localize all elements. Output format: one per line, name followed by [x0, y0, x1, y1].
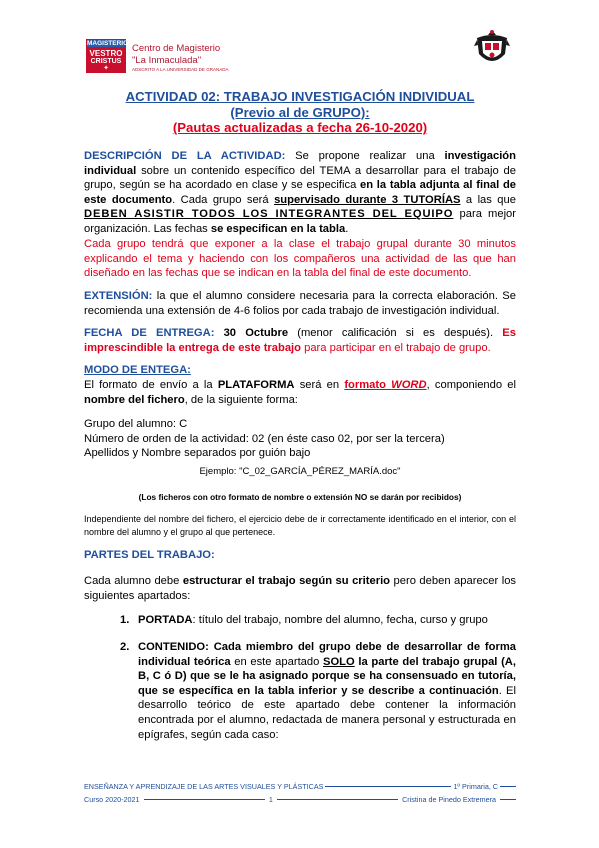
delivery-text-4: , de la siguiente forma:: [184, 393, 298, 406]
parts-label: PARTES DEL TRABAJO:: [84, 549, 215, 561]
footer-group: 1º Primaria, C: [453, 782, 498, 791]
parts-intro-bold: estructurar el trabajo según su criterio: [182, 575, 391, 587]
description-label: DESCRIPCIÓN DE LA ACTIVIDAD:: [84, 150, 286, 162]
footer-row-1: [84, 781, 516, 792]
file-name-line: Apellidos y Nombre separados por guión bajo: [84, 447, 311, 460]
school-subtitle: "La Inmaculada": [132, 55, 202, 66]
school-name: Centro de Magisterio: [132, 43, 221, 54]
item-2-solo: SOLO: [323, 655, 355, 668]
item-2-text-1: en este apartado: [230, 655, 324, 668]
footer-rule-2: [144, 799, 265, 800]
title-line-2: (Previo al de GRUPO):: [230, 104, 370, 120]
description-bold-3: supervisado durante 3 TUTORÍAS: [274, 193, 461, 206]
item-1-number: 1.: [120, 614, 130, 626]
parts-intro-1: Cada alumno debe: [84, 575, 183, 587]
extension-label: EXTENSIÓN:: [84, 290, 153, 302]
delivery-mode-paragraph: [84, 378, 516, 407]
footer-course-subject: ENSEÑANZA Y APRENDIZAJE DE LAS ARTES VISUALES Y PLÁSTICAS: [84, 782, 324, 791]
file-warning: (Los ficheros con otro formato de nombre o extensión NO se darán por recibidos): [138, 492, 462, 502]
deadline-date: 30 Octubre: [214, 327, 289, 339]
description-text-2: sobre un contenido específico del TEMA a desarrollar para el trabajo de grupo, según se ha acordado en clase y se especifica: [84, 164, 516, 192]
parts-intro: [84, 574, 516, 603]
footer-rule-3: [277, 799, 398, 800]
footer-page-number: 1: [268, 795, 273, 804]
parts-intro-2: pero deben aparecer los siguientes apartados:: [84, 575, 517, 602]
item-2-number: 2.: [120, 641, 130, 653]
delivery-mode-heading: MODO DE ENTEGA:: [84, 364, 191, 376]
logo-cross-icon: ✦: [103, 65, 109, 72]
file-group-line: Grupo del alumno: C: [84, 418, 188, 430]
item-2-label: CONTENIDO: Cada miembro del grupo debe de desarrollar de forma individual teórica: [138, 641, 516, 668]
delivery-platform: PLATAFORMA: [217, 379, 295, 391]
parts-heading: [84, 548, 516, 563]
footer-author: Cristina de Pinedo Extremera: [402, 795, 496, 804]
exposition-paragraph: Cada grupo tendrá que exponer a la clase el trabajo grupal durante 30 minutos explicando el tema y haciendo con los compañeros una actividad de las que han diseñado en las fechas que se indican en la tabla del final de este documento.: [84, 238, 516, 280]
description-text-4: a las que: [460, 193, 516, 206]
logo-text-1: MAGISTERIO: [87, 40, 129, 47]
delivery-filename: nombre del fichero: [84, 393, 185, 406]
item-1-text: [138, 613, 516, 628]
delivery-text-1: El formato de envío a la: [84, 379, 218, 391]
deadline-note: (menor calificación si es después).: [288, 327, 503, 339]
extension-text: la que el alumno considere necesaria para la correcta elaboración. Se recomienda una extensión de 4-6 folios por cada trabajo de investigación individual.: [84, 290, 516, 317]
description-text-6: .: [345, 222, 349, 235]
description-text-5: para mejor organización. Las fechas: [84, 208, 516, 235]
logo-text-3: CRISTUS: [90, 58, 122, 65]
file-naming-block: [84, 417, 516, 461]
description-paragraph: [84, 149, 516, 237]
description-text-1: Se propone realizar una: [285, 150, 445, 162]
deadline-label: FECHA DE ENTREGA:: [84, 327, 215, 339]
description-bold-4: DEBEN ASISTIR TODOS LOS INTEGRANTES DEL EQUIPO: [84, 208, 454, 221]
title-block: [84, 89, 516, 136]
file-example: Ejemplo: "C_02_GARCÍA_PÉREZ_MARÍA.doc": [199, 466, 401, 477]
footer-rule-4: [500, 799, 516, 800]
footer-rule-1: [325, 786, 451, 787]
school-attached: ADSCRITO A LA UNIVERSIDAD DE GRANADA: [132, 67, 229, 72]
description-bold-1: investigación individual: [84, 150, 516, 177]
school-logo: [86, 39, 129, 73]
logo-text-2: VESTRO: [89, 49, 123, 58]
footer-row-2: [84, 794, 516, 805]
description-bold-2: en la tabla adjunta al final de este documento: [84, 179, 517, 206]
delivery-format: formato: [344, 379, 392, 391]
description-text-3: . Cada grupo será: [172, 193, 275, 206]
file-independent-note: Independiente del nombre del fichero, el ejercicio debe de ir correctamente identificado en el interior, con el nombre del alumno y el grupo al que pertenece.: [84, 514, 516, 537]
item-2-bold: la parte del trabajo grupal (A, B, C ó D) que se le ha asignado porque se ha consensuado en tutoría, que se específica en la tabla inferior y se describe a continuación: [138, 655, 516, 697]
title-line-3: (Pautas actualizadas a fecha 26-10-2020): [172, 120, 428, 136]
delivery-text-2: será en: [294, 379, 345, 391]
item-1-label: PORTADA: [138, 614, 193, 626]
delivery-mode-label: [84, 363, 516, 378]
footer-year: Curso 2020-2021: [84, 795, 140, 804]
description-bold-5: se especifican en la tabla: [210, 222, 346, 235]
delivery-text-3: , componiendo el: [426, 379, 516, 391]
extension-paragraph: [84, 289, 516, 318]
item-2-text-2: . El desarrollo teórico de este apartado debe contener la información encontrada por el alumno, redactada de manera personal y estructurada en epígrafes, según cada caso:: [138, 684, 517, 741]
item-2-text: [138, 640, 516, 742]
file-order-line: Número de orden de la actividad: 02 (en éste caso 02, por ser la tercera): [84, 432, 445, 445]
deadline-mandatory: Es imprescindible la entrega de este trabajo: [84, 327, 516, 354]
deadline-rest: para participar en el trabajo de grupo.: [301, 341, 491, 354]
university-seal-icon: [474, 28, 510, 75]
footer-rule-1b: [500, 786, 516, 787]
item-1-desc: : título del trabajo, nombre del alumno, fecha, curso y grupo: [192, 614, 488, 626]
deadline-paragraph: [84, 326, 516, 355]
title-line-1: ACTIVIDAD 02: TRABAJO INVESTIGACIÓN INDIVIDUAL: [125, 89, 475, 104]
delivery-word: WORD: [391, 379, 427, 391]
footer: [84, 781, 516, 817]
